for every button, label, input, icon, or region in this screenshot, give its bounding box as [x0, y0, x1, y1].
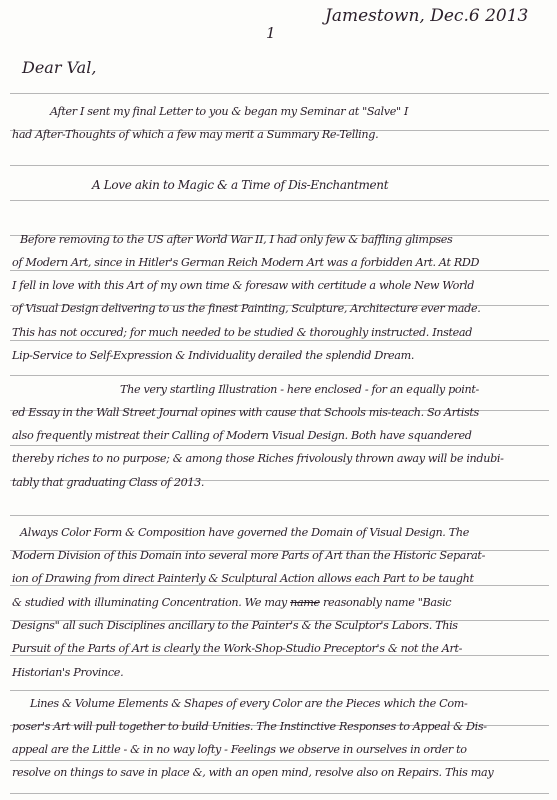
text-line: After I sent my final Letter to you & began my Seminar at "Salve" I — [50, 105, 409, 118]
struck-word: name — [290, 596, 320, 609]
ruled-line — [10, 375, 549, 376]
text-line — [12, 596, 451, 609]
text-line: Before removing to the US after World War II, I had only few & baffling glimpses — [20, 233, 453, 246]
ruled-line — [10, 655, 549, 656]
text-line: poser's Art will pull together to build Unities. The Instinctive Responses to Appeal & Dis- — [12, 720, 487, 733]
text-line: Modern Division of this Domain into several more Parts of Art than the Historic Separat- — [12, 549, 485, 562]
text-line: ion of Drawing from direct Painterly & Sculptural Action allows each Part to be taught — [12, 572, 474, 585]
text-line: of Visual Design delivering to us the finest Painting, Sculpture, Architecture ever made. — [12, 302, 481, 315]
text-line: Designs" all such Disciplines ancillary to the Painter's & the Sculptor's Labors. This — [12, 619, 458, 632]
ruled-line — [10, 200, 549, 201]
text-line: This has not occured; for much needed to be studied & thoroughly instructed. Instead — [12, 326, 473, 339]
page-number: 1 — [266, 24, 276, 42]
text-line: Pursuit of the Parts of Art is clearly the Work-Shop-Studio Preceptor's & not the Art- — [12, 642, 463, 655]
ruled-line — [10, 760, 549, 761]
ruled-line — [10, 690, 549, 691]
place-date: Jamestown, Dec.6 2013 — [325, 6, 529, 26]
text-line: also frequently mistreat their Calling of Modern Visual Design. Both have squandered — [12, 429, 472, 442]
text-line: had After-Thoughts of which a few may merit a Summary Re-Telling. — [12, 128, 379, 141]
ruled-line — [10, 340, 549, 341]
text-line: of Modern Art, since in Hitler's German Reich Modern Art was a forbidden Art. At RDD — [12, 256, 480, 269]
ruled-line — [10, 270, 549, 271]
section-heading: A Love akin to Magic & a Time of Dis-Enchantment — [92, 178, 389, 192]
text-line: Historian's Province. — [12, 666, 124, 679]
ruled-line — [10, 165, 549, 166]
ruled-line — [10, 515, 549, 516]
text-line: Lines & Volume Elements & Shapes of every Color are the Pieces which the Com- — [30, 697, 468, 710]
text-line: tably that graduating Class of 2013. — [12, 476, 205, 489]
text-line: Always Color Form & Composition have governed the Domain of Visual Design. The — [20, 526, 469, 539]
text-line: appeal are the Little - & in no way lofty - Feelings we observe in ourselves in order to — [12, 743, 467, 756]
text-line: I fell in love with this Art of my own time & foresaw with certitude a whole New World — [12, 279, 475, 292]
text-line: thereby riches to no purpose; & among those Riches frivolously thrown away will be indubi- — [12, 452, 504, 465]
text-line: resolve on things to save in place &, with an open mind, resolve also on Repairs. This may — [12, 766, 494, 779]
ruled-line — [10, 93, 549, 94]
text-line: ed Essay in the Wall Street Journal opines with cause that Schools mis-teach. So Artists — [12, 406, 479, 419]
text-fragment: reasonably name "Basic — [319, 596, 452, 609]
ruled-line — [10, 585, 549, 586]
text-line: The very startling Illustration - here enclosed - for an equally point- — [120, 383, 479, 396]
ruled-line — [10, 445, 549, 446]
ruled-line — [10, 793, 549, 794]
text-fragment: & studied with illuminating Concentration. We may — [12, 596, 291, 609]
salutation: Dear Val, — [22, 58, 97, 77]
text-line: Lip-Service to Self-Expression & Individuality derailed the splendid Dream. — [12, 349, 415, 362]
